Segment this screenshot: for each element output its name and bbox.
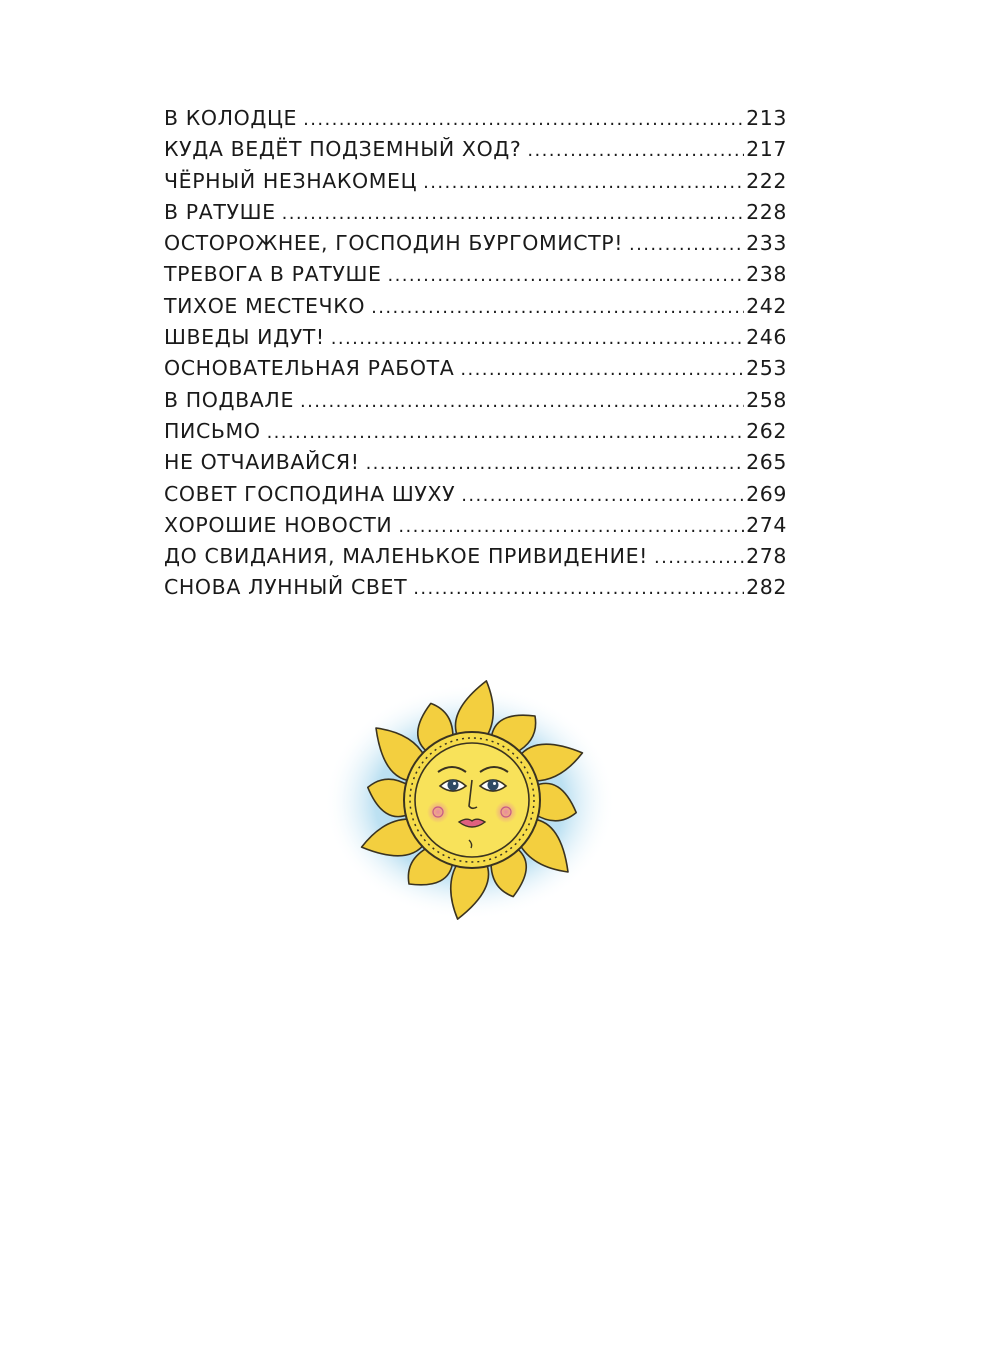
toc-entry	[164, 482, 787, 513]
toc-entry-page-number: 217	[746, 137, 787, 162]
toc-entry-title: ТРЕВОГА В РАТУШЕ	[164, 262, 382, 287]
toc-entry-page-number: 265	[746, 450, 787, 475]
toc-dot-leader	[267, 422, 745, 443]
toc-entry	[164, 262, 787, 293]
toc-entry-title: ДО СВИДАНИЯ, МАЛЕНЬКОЕ ПРИВИДЕНИЕ!	[164, 544, 648, 569]
toc-entry-page-number: 278	[746, 544, 787, 569]
toc-entry-title: ОСТОРОЖНЕЕ, ГОСПОДИН БУРГОМИСТР!	[164, 231, 624, 256]
toc-entry-title: ШВЕДЫ ИДУТ!	[164, 325, 325, 350]
toc-entry-title: ПИСЬМО	[164, 418, 261, 443]
toc-entry-page-number: 282	[746, 575, 787, 600]
toc-dot-leader	[423, 172, 744, 193]
toc-entry	[164, 544, 787, 575]
sun-face	[415, 743, 529, 857]
toc-entry-page-number: 238	[746, 262, 787, 287]
toc-entry-title: СНОВА ЛУННЫЙ СВЕТ	[164, 575, 408, 600]
toc-dot-leader	[629, 234, 744, 255]
toc-entry-page-number: 253	[746, 356, 787, 381]
toc-dot-leader	[388, 265, 745, 286]
sun-face-icon	[320, 680, 620, 940]
toc-entry-title: В КОЛОДЦЕ	[164, 106, 298, 130]
sun-illustration	[320, 680, 620, 940]
toc-entry	[164, 419, 787, 450]
toc-entry	[164, 294, 787, 325]
toc-entry-title: ХОРОШИЕ НОВОСТИ	[164, 512, 393, 537]
toc-entry-page-number: 246	[746, 325, 787, 350]
toc-entry-page-number: 213	[746, 106, 787, 130]
toc-entry-page-number: 233	[746, 231, 787, 256]
toc-entry-title: ТИХОЕ МЕСТЕЧКО	[164, 293, 366, 318]
toc-entry-title: СОВЕТ ГОСПОДИНА ШУХУ	[164, 481, 456, 506]
toc-dot-leader	[282, 203, 744, 224]
toc-entry	[164, 450, 787, 481]
toc-entry-title: ОСНОВАТЕЛЬНАЯ РАБОТА	[164, 356, 455, 381]
toc-entry	[164, 106, 787, 137]
toc-entry	[164, 513, 787, 544]
toc-entry-title: ЧЁРНЫЙ НЕЗНАКОМЕЦ	[164, 168, 418, 193]
toc-entry	[164, 388, 787, 419]
toc-entry	[164, 200, 787, 231]
toc-entry-page-number: 269	[746, 481, 787, 506]
toc-dot-leader	[366, 453, 745, 474]
toc-entry	[164, 169, 787, 200]
toc-entry-title: В РАТУШЕ	[164, 199, 276, 224]
toc-dot-leader	[331, 328, 744, 349]
toc-dot-leader	[303, 109, 744, 130]
toc-entry	[164, 356, 787, 387]
toc-entry	[164, 231, 787, 262]
toc-dot-leader	[398, 516, 744, 537]
toc-entry-title: В ПОДВАЛЕ	[164, 387, 295, 412]
toc-dot-leader	[371, 297, 744, 318]
toc-entry-page-number: 228	[746, 199, 787, 224]
toc-dot-leader	[300, 391, 744, 412]
toc-dot-leader	[461, 485, 744, 506]
toc-entry	[164, 575, 787, 606]
toc-entry-title: НЕ ОТЧАИВАЙСЯ!	[164, 450, 360, 475]
toc-dot-leader	[460, 359, 744, 380]
toc-entry-page-number: 258	[746, 387, 787, 412]
toc-dot-leader	[527, 140, 744, 161]
toc-entry-page-number: 222	[746, 168, 787, 193]
toc-entry-page-number: 262	[746, 418, 787, 443]
toc-entry	[164, 325, 787, 356]
toc-entry	[164, 137, 787, 168]
toc-entry-page-number: 274	[746, 512, 787, 537]
table-of-contents	[164, 106, 787, 607]
toc-entry-page-number: 242	[746, 293, 787, 318]
toc-dot-leader	[654, 547, 744, 568]
toc-entry-title: КУДА ВЕДЁТ ПОДЗЕМНЫЙ ХОД?	[164, 137, 522, 162]
toc-dot-leader	[413, 578, 744, 599]
left-cheek	[427, 801, 449, 823]
right-cheek	[495, 801, 517, 823]
